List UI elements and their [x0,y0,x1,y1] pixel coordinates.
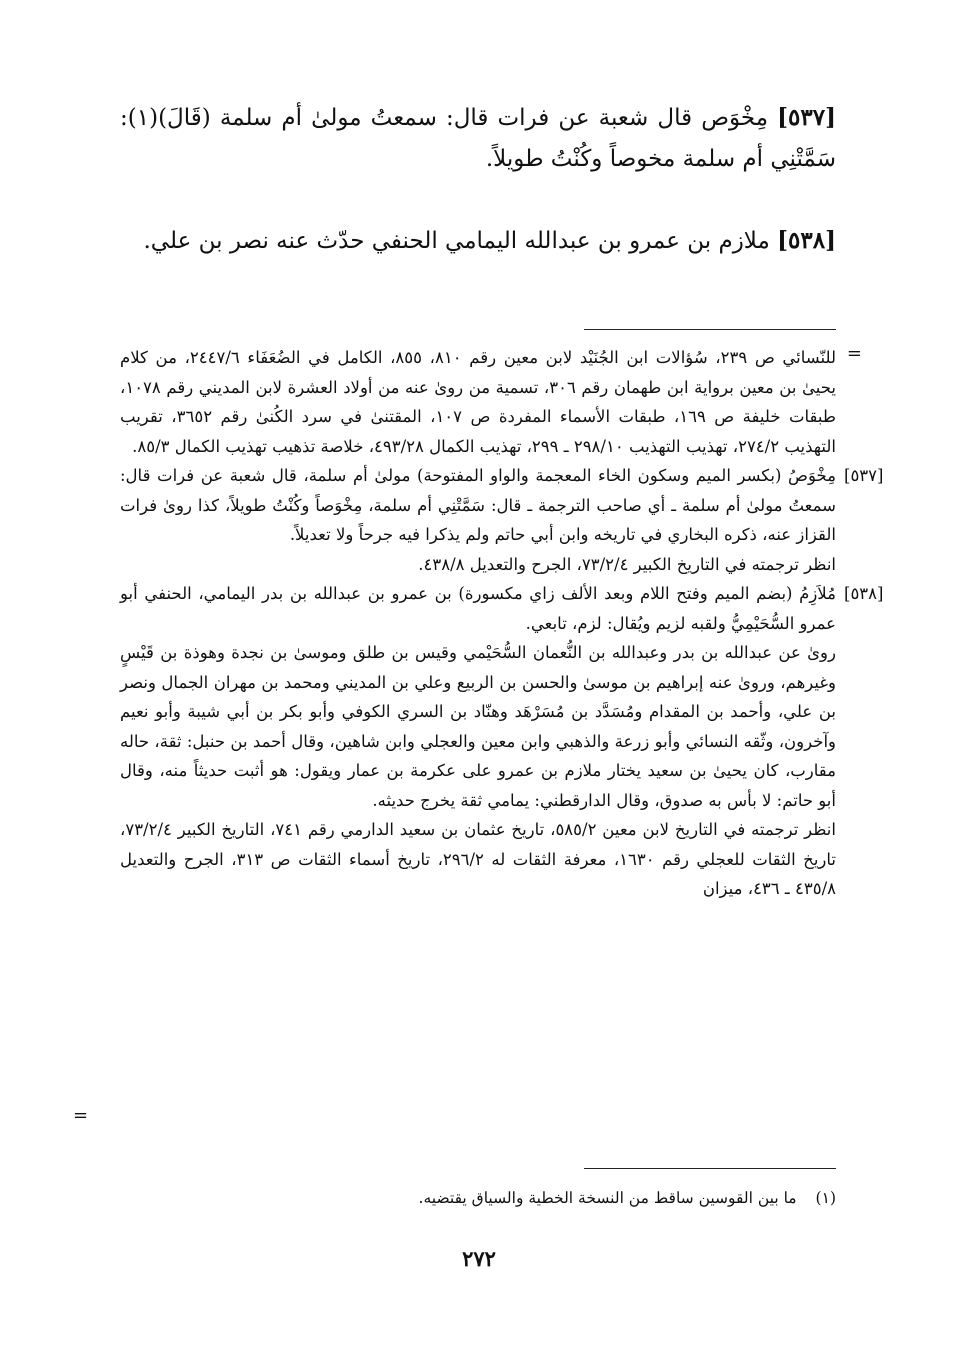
note-538-tag: [٥٣٨] [844,584,884,603]
entry-537 [120,97,836,180]
entry-537-text: مِخْوَص قال شعبة عن فرات قال: سمعتُ مولىٰ أم سلمة (قَالَ)(١): سَمَّتْنِي أم سلمة مخوصاً وكُنْتُ طويلاً. [120,105,836,172]
notes-separator-rule [584,329,836,330]
note-538-paragraph: روىٰ عن عبدالله بن بدر وعبدالله بن النُّعمان السُّحَيْمي وقيس بن طلق وموسىٰ بن نجدة وهوذة بن قَيْسٍ وغيرهم، وروىٰ عنه إبراهيم بن موسىٰ والحسن بن الربيع وعلي بن المديني ومحمد بن مهران الجمال ونصر بن علي، وأحمد بن المقدام ومُسَدَّد بن مُسَرْهَد وهنّاد بن السري الكوفي وأبو بكر بن أبي شيبة وأبو نعيم وآخرون، وثّقه النسائي وأبو زرعة والذهبي وابن معين والعجلي وابن شاهين، وقال أحمد بن حنبل: ثقة، حاله مقارب، كان يحيىٰ بن سعيد يختار ملازم بن عمرو على عكرمة بن عمار ويقول: هو أثبت حديثاً منه، وقال أبو حاتم: لا بأس به صدوق، وقال الدارقطني: يمامي ثقة يخرج حديثه. [120,643,836,810]
note-538 [120,579,884,904]
note-continuation [120,343,836,461]
entry-537-id: [٥٣٧] [777,104,836,131]
entry-538-text: ملازم بن عمرو بن عبدالله اليمامي الحنفي حدّث عنه نصر بن علي. [143,228,770,254]
note-537-paragraph: انظر ترجمته في التاريخ الكبير ٧٣/٢/٤، الجرح والتعديل ٤٣٨/٨. [418,554,836,574]
note-537-paragraph: مِخْوَصُ (بكسر الميم وسكون الخاء المعجمة والواو المفتوحة) مولىٰ أم سلمة، قال شعبة عن فرات قال: سمعتُ مولىٰ أم سلمة ـ أي صاحب الترجمة ـ قال: سَمَّتْنِي أم سلمة، مِخْوَصاً وكُنْتُ طويلاً، كذا روىٰ فرات القزاز عنه، ذكره البخاري في تاريخه وابن أبي حاتم ولم يذكرا فيه جرحاً ولا تعديلاً. [120,466,836,544]
entry-538-id: [٥٣٨] [777,227,836,254]
note-537-tag: [٥٣٧] [844,466,884,485]
page-number: ٢٧٢ [462,1246,496,1271]
footnote-number: (١) [815,1189,836,1207]
entry-538 [120,220,836,262]
note-537 [120,461,884,579]
notes-section [120,343,884,904]
footnote [120,1185,836,1211]
footnote-text: ما بين القوسين ساقط من النسخة الخطية والسياق يقتضيه. [418,1189,797,1207]
trailing-continuation-mark: = [73,1105,89,1126]
note-538-paragraph: مُلاَزِمُ (بضم الميم وفتح اللام وبعد الألف زاي مكسورة) بن عمرو بن عبدالله بن بدر اليمامي، الحنفي أبو عمرو السُّحَيْمِيُّ ولقبه لزيم ويُقال: لزم، تابعي. [120,584,836,633]
note-continuation-text: للنّسائي ص ٢٣٩، سُؤالات ابن الجُنَيْد لابن معين رقم ٨١٠، ٨٥٥، الكامل في الضُعَفَاء ٢٤٤٧/٦، من كلام يحيىٰ بن معين برواية ابن طهمان رقم ٣٠٦، تسمية من روىٰ عنه من أولاد العشرة لابن المديني رقم ١٠٧٨، طبقات خليفة ص ١٦٩، طبقات الأسماء المفردة ص ١٠٧، المقتنىٰ في سرد الكُنىٰ رقم ٣٦٥٢، تقريب التهذيب ٢٧٤/٢، تهذيب التهذيب ٢٩٨/١٠ ـ ٢٩٩، تهذيب الكمال ٤٩٣/٢٨، خلاصة تذهيب تهذيب الكمال ٨٥/٣. [120,348,836,456]
continuation-mark: = [846,343,862,364]
footnote-separator-rule [584,1168,836,1169]
note-538-paragraph: انظر ترجمته في التاريخ لابن معين ٥٨٥/٢، تاريخ عثمان بن سعيد الدارمي رقم ٧٤١، التاريخ الكبير ٧٣/٢/٤، تاريخ الثقات للعجلي رقم ١٦٣٠، معرفة الثقات له ٢٩٦/٢، تاريخ أسماء الثقات ص ٣١٣، الجرح والتعديل ٤٣٥/٨ ـ ٤٣٦، ميزان [120,820,837,898]
